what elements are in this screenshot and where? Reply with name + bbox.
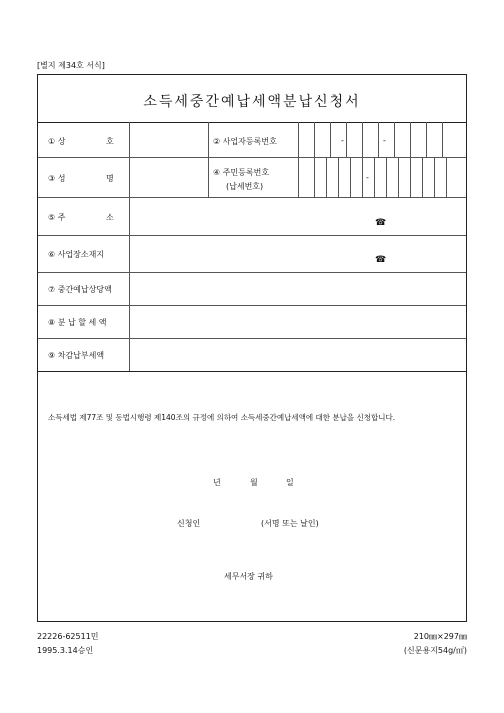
address-input[interactable] bbox=[130, 198, 467, 235]
telephone-icon: ☎ bbox=[375, 218, 387, 228]
label-resident-no: ④ 주민등록번호 bbox=[213, 168, 270, 177]
recipient: 세무서장 귀하 bbox=[224, 572, 273, 581]
label-biz-location: ⑥ 사업장소재지 bbox=[48, 250, 105, 259]
label-biz-reg-no: ② 사업자등록번호 bbox=[213, 137, 277, 146]
label-address-2: 소 bbox=[106, 213, 114, 222]
name-input[interactable] bbox=[130, 158, 208, 197]
middle-divider bbox=[208, 122, 209, 197]
footer-approval: 1995.3.14승인 bbox=[37, 646, 94, 655]
date-month: 월 bbox=[250, 478, 258, 487]
date-day: 일 bbox=[286, 478, 294, 487]
statement-text: 소득세법 제77조 및 동법시행령 제140조의 규정에 의하여 소득세중간예납세액에 대한 분납을 신청합니다. bbox=[48, 413, 396, 422]
digit-dash: - bbox=[366, 173, 369, 182]
label-tax-no: (납세번호) bbox=[226, 182, 264, 191]
digit-dash: - bbox=[341, 136, 344, 145]
applicant-name-input[interactable] bbox=[208, 513, 258, 529]
applicant-label: 신청인 bbox=[177, 519, 201, 528]
label-interim-tax: ⑦ 중간예납상당액 bbox=[48, 285, 112, 294]
row-divider bbox=[38, 371, 466, 372]
label-diff-payment: ⑨ 차감납부세액 bbox=[48, 351, 105, 360]
label-trade-name-2: 호 bbox=[106, 137, 114, 146]
label-address: ⑤ 주 bbox=[48, 213, 66, 222]
label-name: ③ 성 bbox=[48, 174, 66, 183]
resident-no-input[interactable] bbox=[299, 158, 467, 197]
date-year: 년 bbox=[213, 478, 221, 487]
form-number: [별지 제34호 서식] bbox=[37, 61, 105, 70]
digit-dash: - bbox=[383, 136, 386, 145]
form-title: 소득세중간예납세액분납신청서 bbox=[143, 94, 361, 110]
footer-size: 210㎜×297㎜ bbox=[413, 632, 467, 641]
form-frame bbox=[37, 74, 467, 622]
applicant-sign: (서명 또는 날인) bbox=[261, 519, 319, 528]
biz-location-input[interactable] bbox=[130, 236, 467, 272]
installment-input[interactable] bbox=[130, 306, 467, 338]
footer-code: 22226-62511민 bbox=[37, 632, 99, 641]
telephone-icon: ☎ bbox=[375, 255, 387, 265]
interim-tax-input[interactable] bbox=[130, 273, 467, 305]
label-installment: ⑧ 분 납 할 세 액 bbox=[48, 318, 107, 327]
footer-paper: (신문용지54g/㎡) bbox=[403, 646, 467, 655]
trade-name-input[interactable] bbox=[130, 123, 208, 157]
label-name-2: 명 bbox=[106, 174, 114, 183]
label-trade-name: ① 상 bbox=[48, 137, 66, 146]
diff-payment-input[interactable] bbox=[130, 339, 467, 371]
biz-reg-no-input[interactable] bbox=[299, 123, 467, 157]
